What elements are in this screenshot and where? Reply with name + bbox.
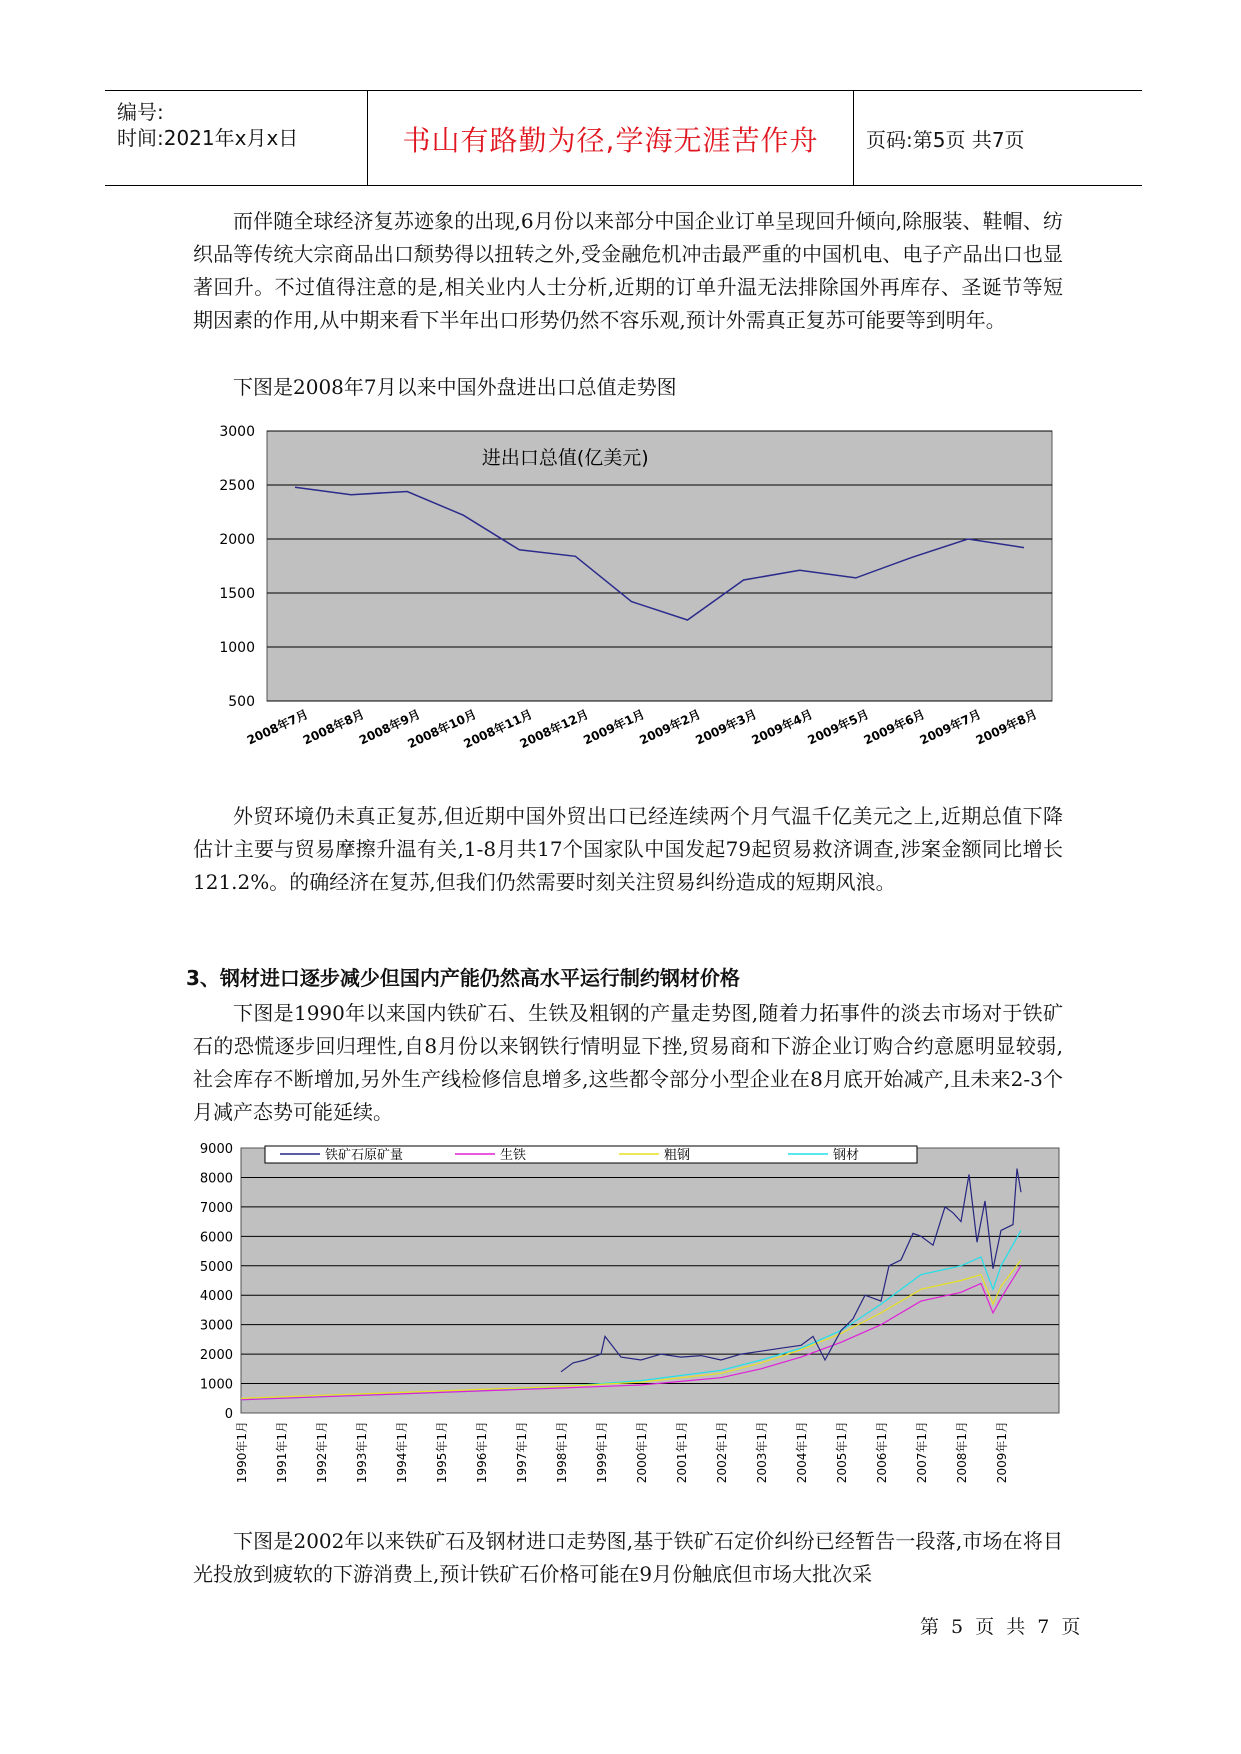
paragraph-1: 而伴随全球经济复苏迹象的出现,6月份以来部分中国企业订单呈现回升倾向,除服装、鞋帽、纺织品等传统大宗商品出口颓势得以扭转之外,受金融危机冲击最严重的中国机电、电子产品出口也显著回升。不过值得注意的是,相关业内人士分析,近期的订单升温无法排除国外再库存、圣诞节等短期因素的作用,从中期来看下半年出口形势仍然不容乐观,预计外需真正复苏可能要等到明年。 xyxy=(193,209,1063,332)
iron-steel-output-chart xyxy=(195,1138,1075,1528)
x-tick-label: 2009年1月 xyxy=(995,1421,1009,1484)
y-tick-label: 1000 xyxy=(199,1377,233,1393)
x-tick-label: 2009年7月 xyxy=(917,707,984,748)
y-tick-label: 3000 xyxy=(219,424,255,440)
time-label: 时间:2021年x月x日 xyxy=(117,126,299,150)
y-tick-label: 7000 xyxy=(199,1200,233,1216)
y-tick-label: 1000 xyxy=(219,640,255,656)
paragraph-4: 下图是1990年以来国内铁矿石、生铁及粗钢的产量走势图,随着力拓事件的淡去市场对于铁矿石的恐慌逐步回归理性,自8月份以来钢铁行情明显下挫,贸易商和下游企业订购合约意愿明显较弱,社会库存不断增加,另外生产线检修信息增多,这些都令部分小型企业在8月底开始减产,且未来2-3个月减产态势可能延续。 xyxy=(193,1001,1063,1124)
x-tick-label: 2007年1月 xyxy=(915,1421,929,1484)
y-tick-label: 5000 xyxy=(199,1259,233,1275)
x-tick-label: 1991年1月 xyxy=(275,1421,289,1484)
legend-label: 粗钢 xyxy=(664,1148,691,1163)
x-tick-label: 2006年1月 xyxy=(875,1421,889,1484)
plot-area xyxy=(267,431,1052,701)
x-tick-label: 2009年6月 xyxy=(861,707,928,748)
x-tick-label: 2008年11月 xyxy=(461,707,535,752)
x-tick-label: 1997年1月 xyxy=(515,1421,529,1484)
chart-title: 进出口总值(亿美元) xyxy=(481,447,649,469)
legend-label: 生铁 xyxy=(500,1148,527,1163)
paragraph-2: 下图是2008年7月以来中国外盘进出口总值走势图 xyxy=(233,375,677,399)
x-tick-label: 1993年1月 xyxy=(355,1421,369,1484)
x-tick-label: 1998年1月 xyxy=(555,1421,569,1484)
y-tick-label: 8000 xyxy=(199,1171,233,1187)
legend-label: 铁矿石原矿量 xyxy=(325,1148,404,1163)
motto: 书山有路勤为径,学海无涯苦作舟 xyxy=(402,124,819,157)
y-tick-label: 3000 xyxy=(199,1318,233,1334)
x-tick-label: 2009年3月 xyxy=(693,707,759,748)
page-footer: 第 5 页 共 7 页 xyxy=(920,1616,1081,1638)
x-tick-label: 2009年8月 xyxy=(973,707,1040,748)
x-tick-label: 2008年10月 xyxy=(405,707,479,752)
legend-label: 钢材 xyxy=(833,1148,860,1163)
header-page-cell xyxy=(854,91,1142,185)
y-tick-label: 0 xyxy=(224,1407,233,1422)
number-label: 编号: xyxy=(117,100,164,124)
y-tick-label: 4000 xyxy=(199,1289,233,1305)
x-tick-label: 2004年1月 xyxy=(795,1421,809,1484)
x-tick-label: 2008年1月 xyxy=(955,1421,969,1484)
x-tick-label: 2009年2月 xyxy=(637,707,703,748)
x-tick-label: 2005年1月 xyxy=(835,1421,849,1484)
x-tick-label: 2008年8月 xyxy=(300,707,367,748)
x-tick-label: 2003年1月 xyxy=(755,1421,769,1484)
x-tick-label: 2009年5月 xyxy=(805,707,872,748)
y-tick-label: 1500 xyxy=(219,586,255,602)
trade-value-chart xyxy=(195,418,1075,808)
header-meta-cell xyxy=(105,91,368,185)
x-tick-label: 2008年9月 xyxy=(356,707,423,748)
y-tick-label: 2000 xyxy=(219,532,255,548)
x-tick-label: 2009年4月 xyxy=(749,707,815,748)
section-heading: 3、钢材进口逐步减少但国内产能仍然高水平运行制约钢材价格 xyxy=(186,966,740,990)
x-tick-label: 2008年12月 xyxy=(517,707,591,752)
x-tick-label: 2000年1月 xyxy=(635,1421,649,1484)
page-code: 页码:第5页 共7页 xyxy=(866,128,1025,152)
header-motto-cell xyxy=(368,91,854,185)
y-tick-label: 2500 xyxy=(219,478,255,494)
y-tick-label: 500 xyxy=(228,694,255,710)
x-tick-label: 1994年1月 xyxy=(395,1421,409,1484)
x-tick-label: 1990年1月 xyxy=(235,1421,249,1484)
paragraph-3: 外贸环境仍未真正复苏,但近期中国外贸出口已经连续两个月气温千亿美元之上,近期总值下降估计主要与贸易摩擦升温有关,1-8月共17个国家队中国发起79起贸易救济调查,涉案金额同比增长121.2%。的确经济在复苏,但我们仍然需要时刻关注贸易纠纷造成的短期风浪。 xyxy=(193,804,1063,894)
page-header xyxy=(105,90,1142,186)
x-tick-label: 1992年1月 xyxy=(315,1421,329,1484)
y-tick-label: 2000 xyxy=(199,1348,233,1364)
x-tick-label: 1996年1月 xyxy=(475,1421,489,1484)
x-tick-label: 2002年1月 xyxy=(715,1421,729,1484)
x-tick-label: 2001年1月 xyxy=(675,1421,689,1484)
y-tick-label: 9000 xyxy=(199,1142,233,1157)
x-tick-label: 1995年1月 xyxy=(435,1421,449,1484)
plot-area xyxy=(241,1148,1059,1413)
x-tick-label: 2008年7月 xyxy=(244,707,311,748)
paragraph-5: 下图是2002年以来铁矿石及钢材进口走势图,基于铁矿石定价纠纷已经暂告一段落,市场在将目光投放到疲软的下游消费上,预计铁矿石价格可能在9月份触底但市场大批次采 xyxy=(193,1529,1063,1586)
x-tick-label: 2009年1月 xyxy=(581,707,647,748)
y-tick-label: 6000 xyxy=(199,1230,233,1246)
x-tick-label: 1999年1月 xyxy=(595,1421,609,1484)
